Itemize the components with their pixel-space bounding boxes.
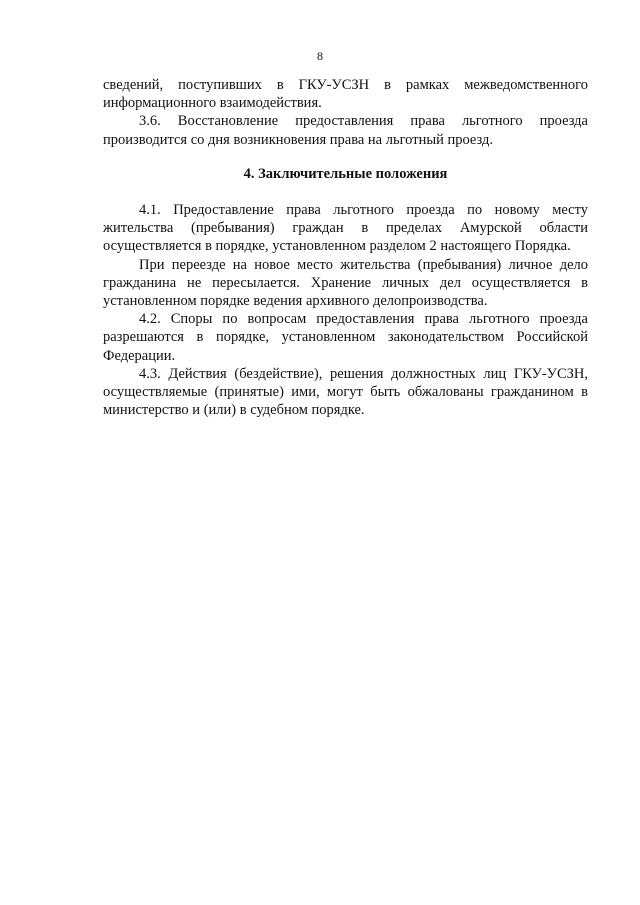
paragraph-relocation: При переезде на новое место жительства (пребывания) личное дело гражданина не пересылается. Хранение личных дел осуществляется в установленном порядке ведения архивного делопроизводства. bbox=[103, 256, 588, 310]
paragraph-4-3: 4.3. Действия (бездействие), решения должностных лиц ГКУ-УСЗН, осуществляемые (принятые) ими, могут быть обжалованы гражданином в министерство и (или) в судебном порядке. bbox=[103, 365, 588, 419]
paragraph-4-1: 4.1. Предоставление права льготного проезда по новому месту жительства (пребывания) граждан в пределах Амурской области осуществляется в порядке, установленном разделом 2 настоящего Порядка. bbox=[103, 202, 588, 255]
page-number: 8 bbox=[317, 49, 323, 63]
paragraph-3-6: 3.6. Восстановление предоставления права льготного проезда производится со дня возникновения права на льготный проезд. bbox=[103, 113, 588, 148]
paragraph-4-2: 4.2. Споры по вопросам предоставления права льготного проезда разрешаются в порядке, установленном законодательством Российской Федерации. bbox=[103, 311, 588, 364]
document-body bbox=[103, 76, 588, 419]
paragraph-continuation: сведений, поступивших в ГКУ-УСЗН в рамках межведомственного информационного взаимодействия. bbox=[103, 77, 588, 112]
section-heading: 4. Заключительные положения bbox=[243, 165, 448, 182]
